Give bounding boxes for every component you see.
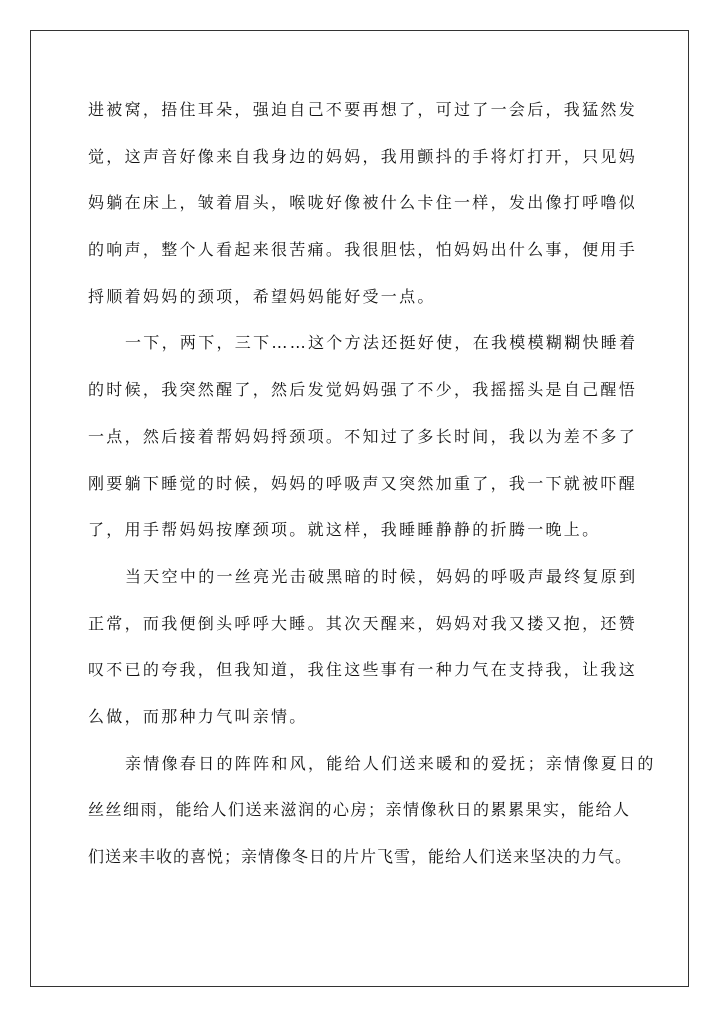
paragraph-2 (88, 320, 668, 553)
text-line: 么做，而那种力气叫亲情。 (88, 706, 308, 726)
text-line: 进被窝，捂住耳朵，强迫自己不要再想了，可过了一会后，我猛然发 (88, 100, 638, 119)
text-line: 一点，然后接着帮妈妈捋颈项。不知过了多长时间，我以为差不多了 (88, 426, 638, 446)
text-line: 妈躺在床上，皱着眉头，喉咙好像被什么卡住一样，发出像打呼噜似 (88, 193, 638, 213)
text-line: 捋顺着妈妈的颈项，希望妈妈能好受一点。 (88, 286, 436, 306)
text-line: 当天空中的一丝亮光击破黑暗的时候，妈妈的呼吸声最终复原到 (125, 566, 638, 586)
paragraph-4 (88, 741, 668, 881)
text-line: 们送来丰收的喜悦；亲情像冬日的片片飞雪，能给人们送来坚决的力气。 (88, 847, 633, 866)
paragraph-3 (88, 554, 668, 741)
document-body (88, 87, 668, 881)
paragraph-1 (88, 87, 668, 320)
text-line: 的响声，整个人看起来很苦痛。我很胆怯，怕妈妈出什么事，便用手 (88, 240, 638, 260)
text-line: 的时候，我突然醒了，然后发觉妈妈强了不少，我摇摇头是自己醒悟 (88, 380, 638, 400)
text-line: 正常，而我便倒头呼呼大睡。其次天醒来，妈妈对我又搂又抱，还赞 (88, 613, 638, 633)
text-line: 亲情像春日的阵阵和风，能给人们送来暖和的爱抚；亲情像夏日的 (125, 753, 656, 773)
text-line: 叹不已的夸我，但我知道，我住这些事有一种力气在支持我，让我这 (88, 660, 638, 680)
text-line: 一下，两下，三下……这个方法还挺好使，在我模模糊糊快睡着 (125, 333, 638, 353)
text-line: 觉，这声音好像来自我身边的妈妈，我用颤抖的手将灯打开，只见妈 (88, 146, 638, 166)
text-line: 丝丝细雨，能给人们送来滋润的心房；亲情像秋日的累累果实，能给人 (88, 800, 631, 820)
text-line: 了，用手帮妈妈按摩颈项。就这样，我睡睡静静的折腾一晚上。 (88, 520, 601, 540)
text-line: 刚要躺下睡觉的时候，妈妈的呼吸声又突然加重了，我一下就被吓醒 (88, 473, 638, 493)
